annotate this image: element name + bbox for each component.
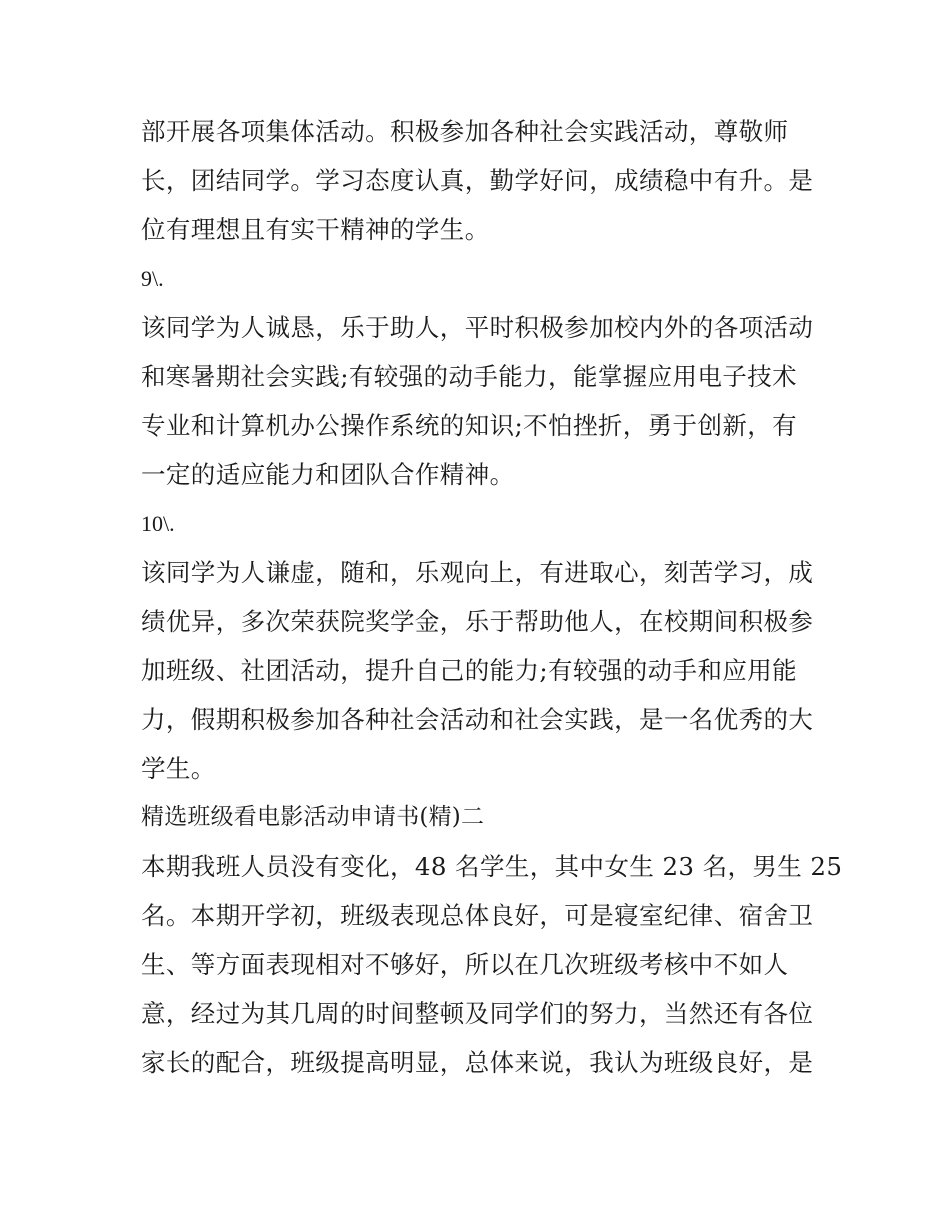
paragraph-line: 生、等方面表现相对不够好，所以在几次班级考核中不如人 bbox=[141, 950, 789, 979]
paragraph-line: 位有理想且有实干精神的学生。 bbox=[141, 215, 490, 244]
paragraph-line: 一定的适应能力和团队合作精神。 bbox=[141, 460, 515, 489]
item-number-10: 10\. bbox=[141, 511, 175, 536]
paragraph-line: 学生。 bbox=[141, 754, 216, 783]
paragraph-line: 该同学为人诚恳，乐于助人，平时积极参加校内外的各项活动 bbox=[141, 313, 814, 342]
section-heading: 精选班级看电影活动申请书(精)二 bbox=[141, 804, 485, 830]
paragraph-line: 力，假期积极参加各种社会活动和社会实践，是一名优秀的大 bbox=[141, 705, 814, 734]
paragraph-line: 加班级、社团活动，提升自己的能力;有较强的动手和应用能 bbox=[141, 656, 798, 685]
paragraph-line: 和寒暑期社会实践;有较强的动手能力，能掌握应用电子技术 bbox=[141, 362, 798, 391]
paragraph-line: 该同学为人谦虚，随和，乐观向上，有进取心，刻苦学习，成 bbox=[141, 558, 814, 587]
item-number-9: 9\. bbox=[141, 266, 164, 291]
paragraph-line: 名。本期开学初，班级表现总体良好，可是寝室纪律、宿舍卫 bbox=[141, 901, 814, 930]
paragraph-line: 专业和计算机办公操作系统的知识;不怕挫折，勇于创新，有 bbox=[141, 411, 798, 440]
document-body bbox=[141, 107, 843, 1087]
paragraph-line: 长，团结同学。学习态度认真，勤学好问，成绩稳中有升。是 bbox=[141, 166, 814, 195]
paragraph-line: 部开展各项集体活动。积极参加各种社会实践活动，尊敬师 bbox=[141, 117, 789, 146]
paragraph-line: 家长的配合，班级提高明显，总体来说，我认为班级良好，是 bbox=[141, 1048, 814, 1077]
paragraph-line: 意，经过为其几周的时间整顿及同学们的努力，当然还有各位 bbox=[141, 999, 814, 1028]
paragraph-line: 绩优异，多次荣获院奖学金，乐于帮助他人，在校期间积极参 bbox=[141, 607, 814, 636]
paragraph-line: 本期我班人员没有变化，48 名学生，其中女生 23 名，男生 25 bbox=[141, 852, 843, 881]
